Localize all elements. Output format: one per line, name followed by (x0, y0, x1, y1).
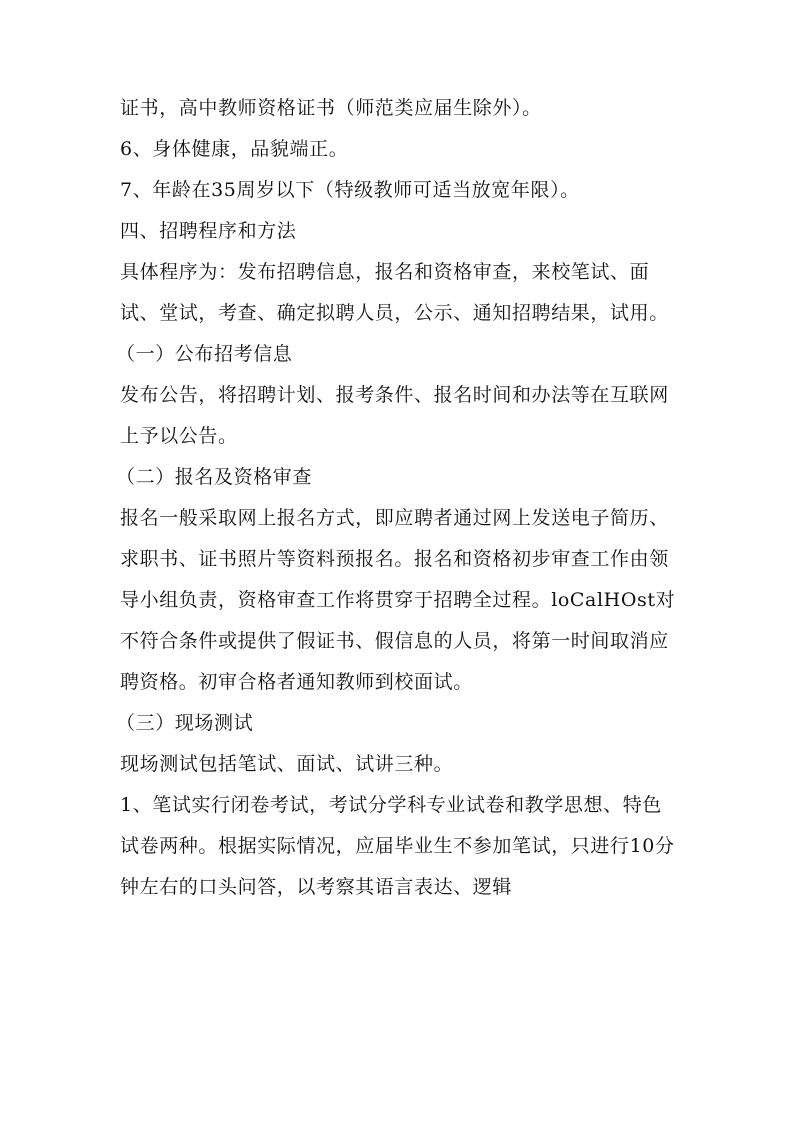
document-body (116, 88, 680, 908)
paragraph-procedure-overview: 具体程序为：发布招聘信息，报名和资格审查，来校笔试、面试、堂试，考查、确定拟聘人员，公示、通知招聘结果，试用。 (120, 261, 669, 324)
paragraph-registration-review: 报名一般采取网上报名方式，即应聘者通过网上发送电子简历、求职书、证书照片等资料预报名。报名和资格初步审查工作由领导小组负责，资格审查工作将贯穿于招聘全过程。loCalHOst对不符合条件或提供了假证书、假信息的人员，将第一时间取消应聘资格。初审合格者通知教师到校面试。 (120, 507, 676, 693)
paragraph-publish-info: 发布公告，将招聘计划、报考条件、报名时间和办法等在互联网上予以公告。 (120, 384, 669, 447)
section-heading-procedure: 四、招聘程序和方法 (120, 220, 297, 242)
paragraph-onsite-test-types: 现场测试包括笔试、面试、试讲三种。 (120, 753, 454, 775)
subheading-registration-review: （二）报名及资格审查 (116, 466, 313, 488)
paragraph-age-requirement: 7、年龄在35周岁以下（特级教师可适当放宽年限）。 (120, 179, 580, 201)
subheading-publish-info: （一）公布招考信息 (116, 343, 293, 365)
subheading-onsite-test: （三）现场测试 (116, 712, 254, 734)
paragraph-certificate-requirement: 证书，高中教师资格证书（师范类应届生除外）。 (120, 97, 542, 119)
paragraph-written-exam: 1、笔试实行闭卷考试，考试分学科专业试卷和教学思想、特色试卷两种。根据实际情况，应届毕业生不参加笔试，只进行10分钟左右的口头问答，以考察其语言表达、逻辑 (120, 794, 675, 898)
paragraph-health-requirement: 6、身体健康，品貌端正。 (120, 138, 349, 160)
